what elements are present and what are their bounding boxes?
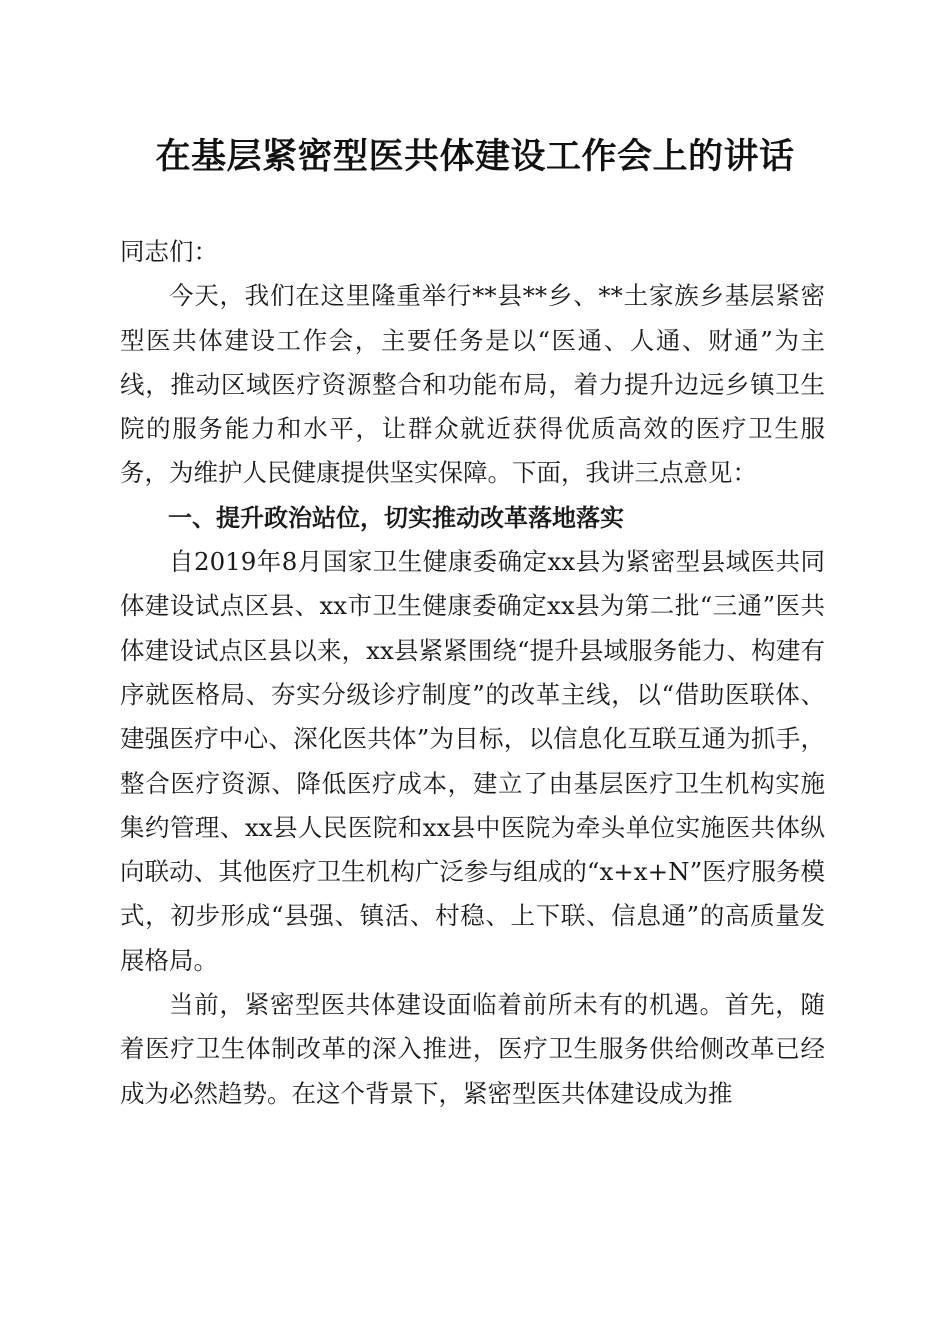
document-title: 在基层紧密型医共体建设工作会上的讲话 <box>155 136 795 177</box>
section-heading-1: 一、提升政治站位，切实推动改革落地落实 <box>168 503 624 532</box>
salutation: 同志们： <box>120 237 218 266</box>
paragraph-opportunity: 当前，紧密型医共体建设面临着前所未有的机遇。首先，随着医疗卫生体制改革的深入推进，医疗卫生服务供给侧改革已经成为必然趋势。在这个背景下，紧密型医共体建设成为推 <box>120 990 825 1108</box>
paragraph-background: 自2019年8月国家卫生健康委确定xx县为紧密型县域医共同体建设试点区县、xx市卫生健康委确定xx县为第二批“三通”医共体建设试点区县以来，xx县紧紧围绕“提升县域服务能力、构建有序就医格局、夯实分级诊疗制度”的改革主线，以“借助医联体、建强医疗中心、深化医共体”为目标，以信息化互联互通为抓手，整合医疗资源、降低医疗成本，建立了由基层医疗卫生机构实施集约管理、xx县人民医院和xx县中医院为牵头单位实施医共体纵向联动、其他医疗卫生机构广泛参与组成的“x+x+N”医疗服务模式，初步形成“县强、镇活、村稳、上下联、信息通”的高质量发展格局。 <box>120 547 825 975</box>
paragraph-intro: 今天，我们在这里隆重举行**县**乡、**土家族乡基层紧密型医共体建设工作会，主要任务是以“医通、人通、财通”为主线，推动区域医疗资源整合和功能布局，着力提升边远乡镇卫生院的服务能力和水平，让群众就近获得优质高效的医疗卫生服务，为维护人民健康提供坚实保障。下面，我讲三点意见： <box>120 281 825 488</box>
document-body <box>120 230 825 1116</box>
